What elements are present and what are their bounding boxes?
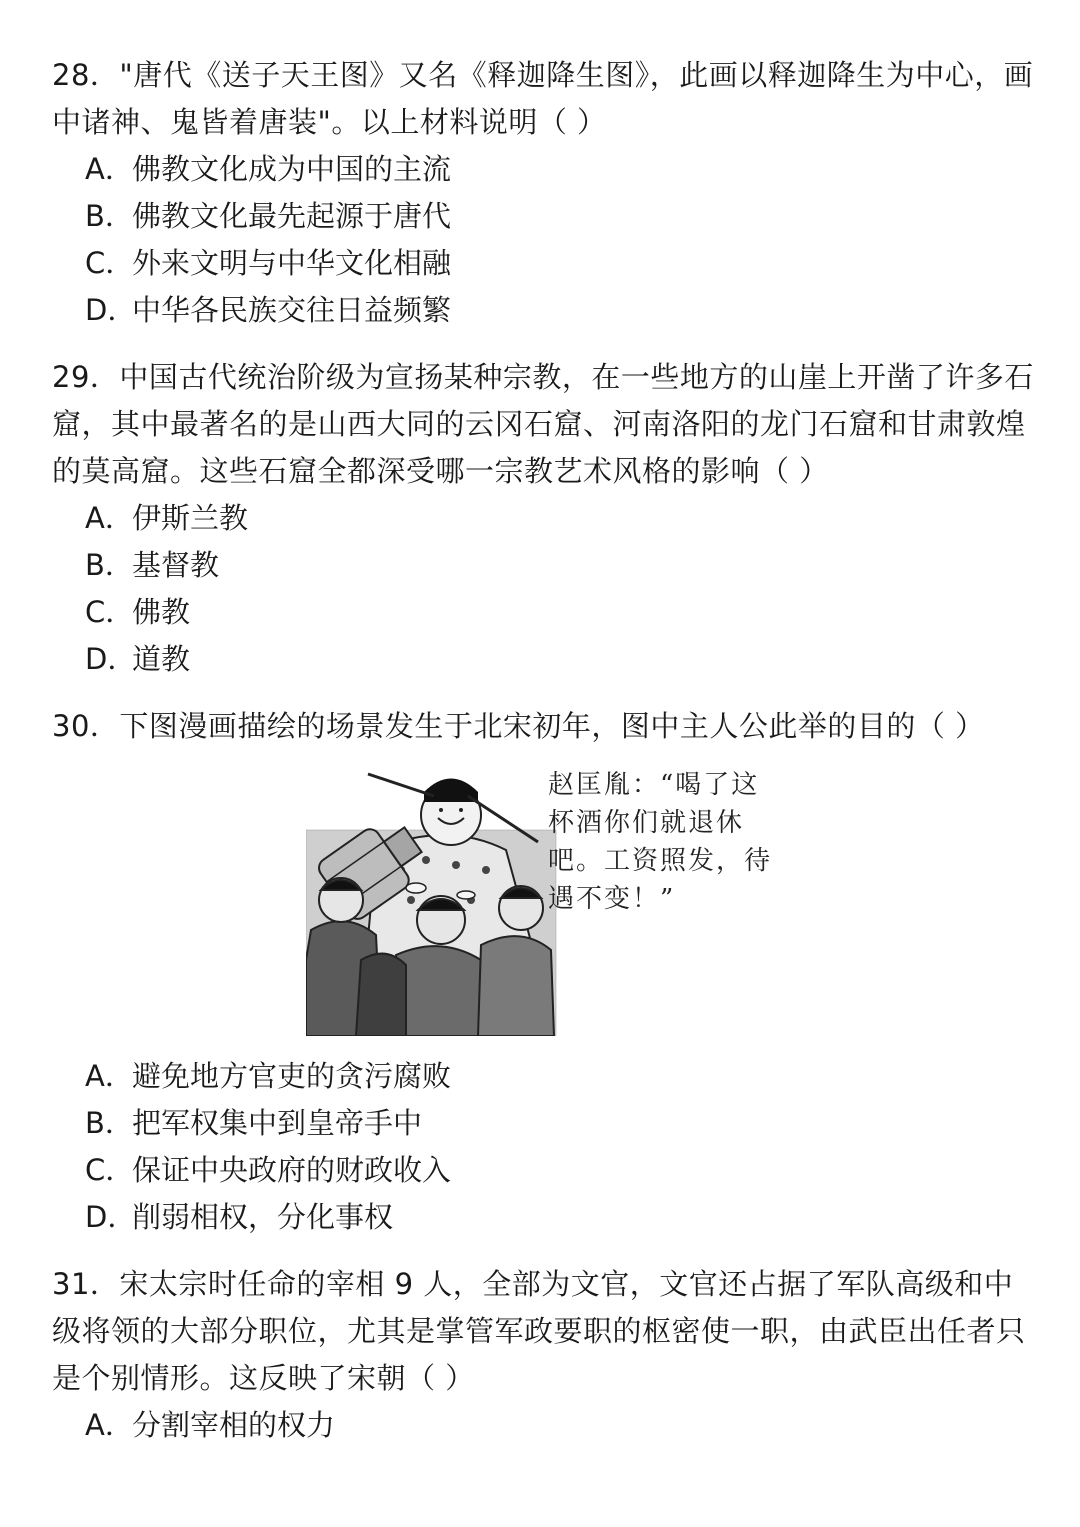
option-28-b[interactable] bbox=[85, 193, 451, 240]
question-text: 宋太宗时任命的宰相 9 人，全部为文官，文官还占据了军队高级和中级将领的大部分职位，尤其是掌管军政要职的枢密使一职，由武臣出任者只是个别情形。这反映了宋朝（ ） bbox=[52, 1267, 1026, 1395]
option-text: 伊斯兰教 bbox=[132, 501, 249, 535]
option-30-d[interactable] bbox=[85, 1194, 393, 1241]
option-text: 佛教 bbox=[132, 595, 191, 629]
option-29-d[interactable] bbox=[85, 636, 190, 683]
option-31-a[interactable] bbox=[85, 1402, 335, 1449]
question-text: 中国古代统治阶级为宣扬某种宗教，在一些地方的山崖上开凿了许多石窟，其中最著名的是山西大同的云冈石窟、河南洛阳的龙门石窟和甘肃敦煌的莫高窟。这些石窟全都深受哪一宗教艺术风格的影响（ ） bbox=[52, 360, 1034, 488]
option-text: 道教 bbox=[132, 642, 191, 676]
option-text: 佛教文化最先起源于唐代 bbox=[132, 199, 452, 233]
option-28-a[interactable] bbox=[85, 146, 451, 193]
option-letter: A． bbox=[85, 1408, 134, 1442]
option-29-b[interactable] bbox=[85, 542, 219, 589]
option-text: 外来文明与中华文化相融 bbox=[132, 246, 452, 280]
question-29-stem bbox=[52, 354, 1037, 495]
option-30-a[interactable] bbox=[85, 1053, 451, 1100]
option-letter: A． bbox=[85, 1059, 134, 1093]
option-text: 基督教 bbox=[132, 548, 220, 582]
option-letter: B． bbox=[85, 548, 134, 582]
option-letter: C． bbox=[85, 1153, 135, 1187]
question-30-stem bbox=[52, 703, 1037, 750]
option-letter: A． bbox=[85, 152, 134, 186]
option-letter: D． bbox=[85, 642, 137, 676]
option-text: 分割宰相的权力 bbox=[132, 1408, 336, 1442]
option-letter: A． bbox=[85, 501, 134, 535]
question-number: 31． bbox=[52, 1267, 120, 1301]
option-28-d[interactable] bbox=[85, 287, 451, 334]
option-text: 中华各民族交往日益频繁 bbox=[132, 293, 452, 327]
option-30-c[interactable] bbox=[85, 1147, 451, 1194]
option-letter: B． bbox=[85, 199, 134, 233]
option-letter: D． bbox=[85, 293, 137, 327]
question-31-stem bbox=[52, 1261, 1037, 1402]
option-text: 避免地方官吏的贪污腐败 bbox=[132, 1059, 452, 1093]
option-letter: C． bbox=[85, 246, 135, 280]
question-number: 30． bbox=[52, 709, 120, 743]
option-letter: C． bbox=[85, 595, 135, 629]
option-28-c[interactable] bbox=[85, 240, 451, 287]
question-28-stem bbox=[52, 52, 1037, 146]
option-text: 削弱相权，分化事权 bbox=[132, 1200, 394, 1234]
option-letter: B． bbox=[85, 1106, 134, 1140]
option-text: 把军权集中到皇帝手中 bbox=[132, 1106, 423, 1140]
question-text: "唐代《送子天王图》又名《释迦降生图》，此画以释迦降生为中心，画中诸神、鬼皆着唐装"。以上材料说明（ ） bbox=[52, 58, 1034, 139]
question-number: 29． bbox=[52, 360, 120, 394]
question-text: 下图漫画描绘的场景发生于北宋初年，图中主人公此举的目的（ ） bbox=[119, 709, 985, 743]
option-text: 保证中央政府的财政收入 bbox=[132, 1153, 452, 1187]
option-text: 佛教文化成为中国的主流 bbox=[132, 152, 452, 186]
option-29-a[interactable] bbox=[85, 495, 248, 542]
option-letter: D． bbox=[85, 1200, 137, 1234]
question-number: 28． bbox=[52, 58, 120, 92]
option-30-b[interactable] bbox=[85, 1100, 422, 1147]
option-29-c[interactable] bbox=[85, 589, 190, 636]
speech-bubble-text: 赵匡胤：“喝了这杯酒你们就退休吧。工资照发，待遇不变！” bbox=[548, 770, 773, 914]
